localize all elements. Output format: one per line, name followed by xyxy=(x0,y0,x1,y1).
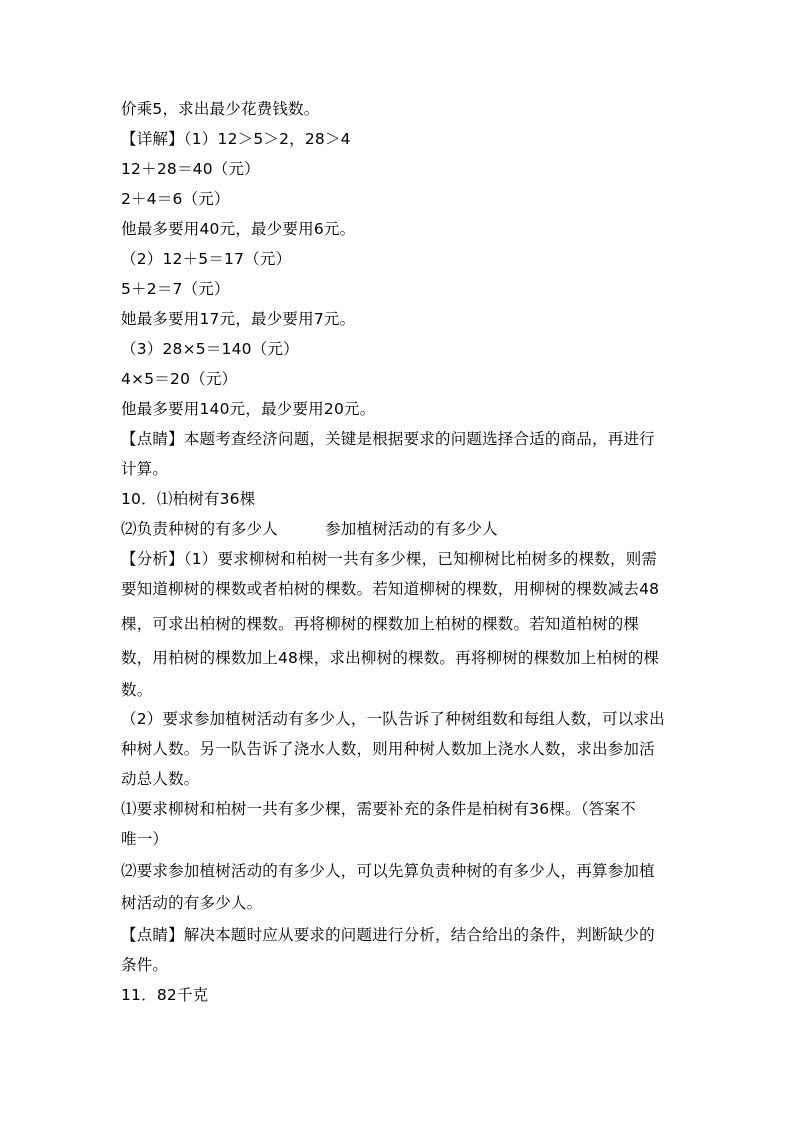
text-line: 条件。 xyxy=(121,956,169,974)
text-line: 【分析】（1）要求柳树和柏树一共有多少棵，已知柳树比柏树多的棵数，则需 xyxy=(121,550,658,568)
text-line: 棵，可求出柏树的棵数。再将柳树的棵数加上柏树的棵数。若知道柏树的棵 xyxy=(121,615,640,633)
text-line: 价乘5，求出最少花费钱数。 xyxy=(121,100,320,118)
text-line: 11．82千克 xyxy=(121,986,209,1004)
text-line: （2）要求参加植树活动有多少人，一队告诉了种树组数和每组人数，可以求出 xyxy=(121,710,665,728)
text-line: 树活动的有多少人。 xyxy=(121,894,263,912)
text-line: （3）28×5＝140（元） xyxy=(121,340,299,358)
text-line: 5＋2＝7（元） xyxy=(121,280,230,298)
text-line: 她最多要用17元，最少要用7元。 xyxy=(121,310,356,328)
text-line: 他最多要用40元，最少要用6元。 xyxy=(121,220,356,238)
text-line: 4×5＝20（元） xyxy=(121,370,238,388)
text-line: 10．⑴柏树有36棵 xyxy=(121,490,256,508)
text-line: 数。 xyxy=(121,681,153,699)
text-line: （2）12＋5＝17（元） xyxy=(121,250,292,268)
text-line: 12＋28＝40（元） xyxy=(121,160,260,178)
text-line: 种树人数。另一队告诉了浇水人数，则用种树人数加上浇水人数，求出参加活 xyxy=(121,740,655,758)
text-line: 唯一） xyxy=(121,830,169,848)
text-line: 他最多要用140元，最少要用20元。 xyxy=(121,400,376,418)
text-line: 【点睛】本题考查经济问题，关键是根据要求的问题选择合适的商品，再进行 xyxy=(121,430,655,448)
text-line: 要知道柳树的棵数或者柏树的棵数。若知道柳树的棵数，用柳树的棵数减去48 xyxy=(121,580,660,598)
text-line: 动总人数。 xyxy=(121,770,200,788)
text-line: 【详解】（1）12＞5＞2，28＞4 xyxy=(121,130,351,148)
text-line: ⑴要求柳树和柏树一共有多少棵，需要补充的条件是柏树有36棵。（答案不 xyxy=(121,800,636,818)
text-line: 数，用柏树的棵数加上48棵，求出柳树的棵数。再将柳树的棵数加上柏树的棵 xyxy=(121,649,660,667)
text-line: 【点睛】解决本题时应从要求的问题进行分析，结合给出的条件，判断缺少的 xyxy=(121,926,655,944)
text-line: 计算。 xyxy=(121,460,169,478)
text-line: 2＋4＝6（元） xyxy=(121,190,230,208)
text-line: ⑵负责种树的有多少人 参加植树活动的有多少人 xyxy=(121,520,498,538)
text-line: ⑵要求参加植树活动的有多少人，可以先算负责种树的有多少人，再算参加植 xyxy=(121,862,655,880)
